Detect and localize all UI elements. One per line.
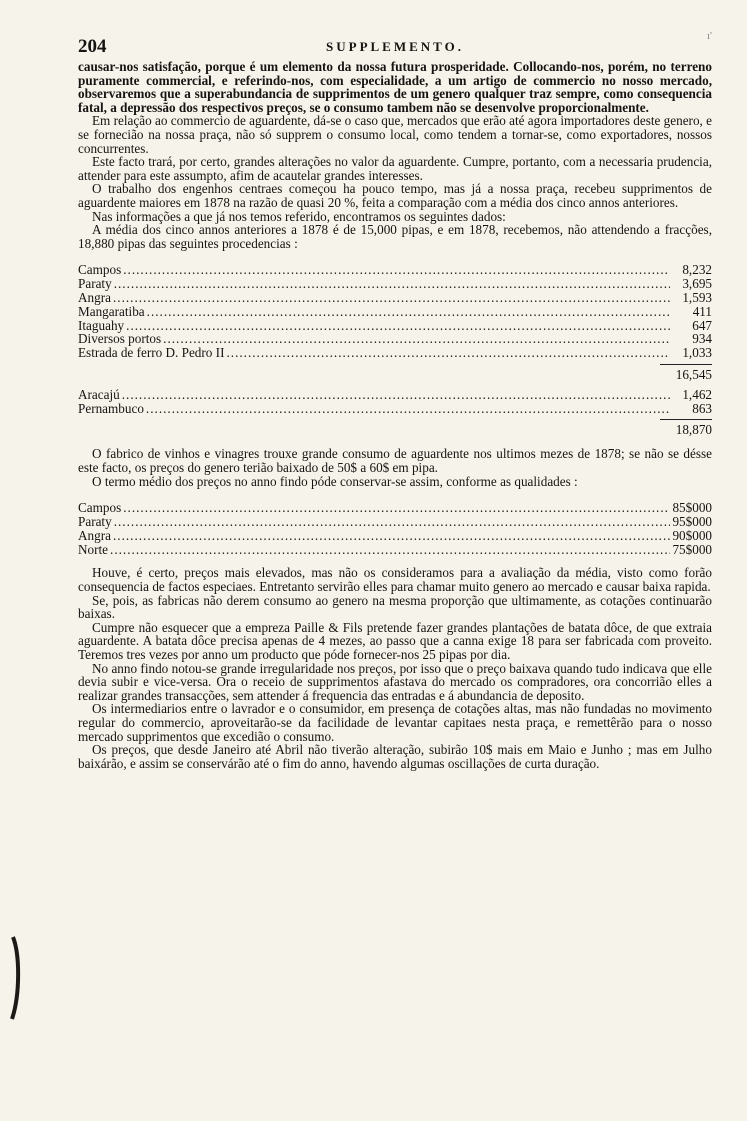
row-value: 8,232 (682, 262, 712, 278)
row-label: Pernambuco (78, 400, 144, 416)
table-row (78, 543, 712, 557)
paragraph: No anno findo notou-se grande irregularidade nos preços, por isso que o preço baixava quando tudo indicava que elle devia subir e vice-versa. Ora o receio de supprimentos afastava do mercado os compradores, ora concorrião elles a realizar grandes transacções, sem attender á frequencia das entradas e á abundancia de deposito. (78, 660, 712, 703)
subtotal-value: 16,545 (660, 364, 712, 382)
row-value: 90$000 (672, 527, 712, 543)
table-row (78, 277, 712, 291)
table-row (78, 263, 712, 277)
row-value: 85$000 (672, 500, 712, 516)
binding-mark-icon (8, 935, 22, 1021)
table-row (78, 346, 712, 360)
row-label: Angra (78, 289, 111, 305)
row-value: 3,695 (682, 276, 712, 292)
row-label: Mangaratiba (78, 303, 145, 319)
row-label: Paraty (78, 514, 112, 530)
paragraph: causar-nos satisfação, porque é um elemento da nossa futura prosperidade. Collocando-nos, porém, no terreno puramente commercial, e referindo-nos, com especialidade, a um artigo de commercio no nosso mercado, observaremos que a superabundancia de supprimentos de um genero qualquer traz sempre, como consequencia fatal, a depressão dos respectivos preços, se o consumo tambem não se desenvolve proporcionalmente. (78, 59, 712, 115)
paragraph: Os preços, que desde Janeiro até Abril não tiverão alteração, subirão 10$ mais em Maio e Junho ; mas em Julho baixárão, e assim se conservárão até o fim do anno, havendo algumas oscillações de curta duração. (78, 742, 712, 771)
precos-table (78, 501, 712, 556)
row-label: Norte (78, 541, 109, 557)
table-row (78, 332, 712, 346)
paragraph: O trabalho dos engenhos centraes começou ha pouco tempo, mas já a nossa praça, recebeu supprimentos de aguardente maiores em 1878 na razão de quasi 20 %, feita a comparação com a média dos cinco annos anteriores. (78, 181, 712, 210)
table-row (78, 305, 712, 319)
table-row (78, 319, 712, 333)
row-label: Estrada de ferro D. Pedro II (78, 345, 225, 361)
row-value: 647 (692, 317, 712, 333)
document-page (78, 30, 712, 771)
row-label: Paraty (78, 276, 112, 292)
running-head: SUPPLEMENTO. (326, 39, 464, 54)
paragraph: Cumpre não esquecer que a empreza Paille & Fils pretende fazer grandes plantações de batata dôce, de que extraia aguardente. A batata dôce precisa apenas de 4 mezes, ao passo que a canna exige 18 para ser fabricada com proveito. Teremos tres vezes por anno um producto que póde fornecer-nos 25 pipas por dia. (78, 619, 712, 663)
row-value: 411 (692, 303, 712, 319)
row-label: Campos (78, 262, 122, 278)
row-label: Itaguahy (78, 317, 125, 333)
row-value: 934 (692, 331, 712, 347)
page-number: 204 (78, 36, 107, 57)
row-label: Diversos portos (78, 331, 162, 347)
row-value: 1,593 (682, 289, 712, 305)
row-value: 75$000 (672, 541, 712, 557)
table-row (78, 388, 712, 402)
paragraph: Nas informações a que já nos temos referido, encontramos os seguintes dados: (92, 208, 506, 224)
corner-mark: ı' (706, 30, 712, 42)
paragraph: Os intermediarios entre o lavrador e o consumidor, em presença de cotações altas, mas não fundadas no movimento regular do commercio, aproveitarão-se da facilidade de levantar capitaes nesta praça, e remettêrão para o nosso mercado supprimentos que excedião o consumo. (78, 701, 712, 744)
procedencias-table (78, 263, 712, 447)
total-value: 18,870 (660, 419, 712, 437)
page-header (78, 30, 712, 60)
table-row (78, 501, 712, 515)
table-row (78, 291, 712, 305)
paragraph: O fabrico de vinhos e vinagres trouxe grande consumo de aguardente nos ultimos mezes de 1878; se não se désse este facto, os preços do genero terião baixado de 50$ a 60$ em pipa. (78, 446, 712, 476)
row-label: Campos (78, 500, 122, 516)
row-value: 1,033 (682, 345, 712, 361)
table-row (78, 529, 712, 543)
paragraph: Em relação ao commercio de aguardente, dá-se o caso que, mercados que erão até agora importadores deste genero, e se fornecião na nossa praça, não só supprem o consumo local, como tendem a tornar-se, como exportadores, nossos concurrentes. (78, 113, 712, 156)
paragraph: A média dos cinco annos anteriores a 1878 é de 15,000 pipas, e em 1878, recebemos, não attendendo a fracções, 18,880 pipas das seguintes procedencias : (78, 222, 712, 251)
paragraph: O termo médio dos preços no anno findo póde conservar-se assim, conforme as qualidades : (92, 473, 578, 489)
row-value: 1,462 (682, 386, 712, 402)
row-label: Aracajú (78, 386, 120, 402)
row-label: Angra (78, 527, 111, 543)
paragraph: Este facto trará, por certo, grandes alterações no valor da aguardente. Cumpre, portanto, com a necessaria prudencia, attender para este assumpto, afim de acautelar grandes interesses. (78, 154, 712, 183)
row-value: 863 (692, 400, 712, 416)
table-row (78, 515, 712, 529)
row-value: 95$000 (672, 514, 712, 530)
paragraph: Houve, é certo, preços mais elevados, mas não os consideramos para a avaliação da média, visto como forão consequencia de factos especiaes. Entretanto servirão elles para chamar muito genero ao mercado e causar baixa rapida. (78, 565, 712, 595)
paragraph: Se, pois, as fabricas não derem consumo ao genero na mesma proporção que ultimamente, as cotações continuarão baixas. (78, 592, 712, 622)
table-row (78, 402, 712, 416)
